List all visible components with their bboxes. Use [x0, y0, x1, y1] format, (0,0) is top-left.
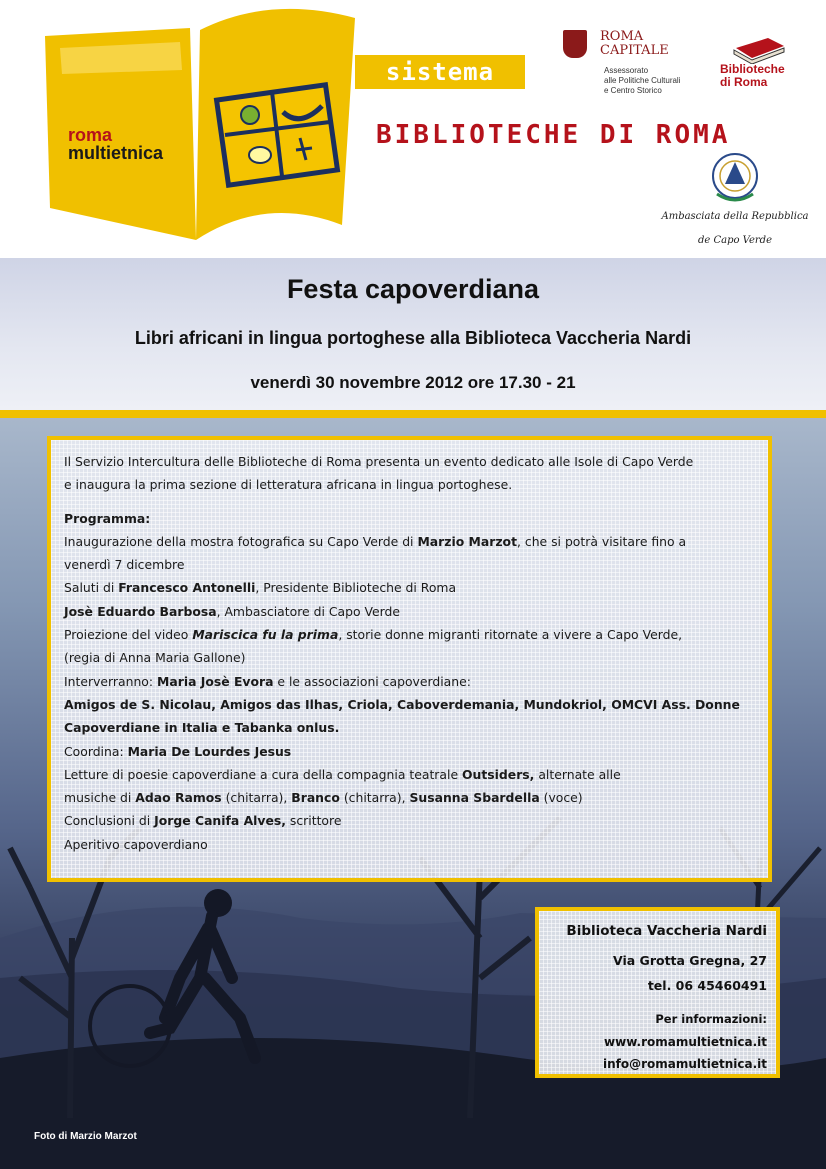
photo-credit: Foto di Marzio Marzot: [34, 1131, 137, 1142]
library-name: Biblioteca Vaccheria Nardi: [566, 923, 767, 939]
roma-capitale-line-2: CAPITALE: [600, 43, 669, 58]
programme-name: Susanna Sbardella: [409, 790, 540, 806]
programme-box: [47, 436, 772, 882]
assessorato-label: [604, 66, 680, 96]
programme-text-run: Coordina:: [64, 743, 128, 759]
library-address: Via Grotta Gregna, 27: [613, 953, 767, 968]
library-phone: tel. 06 45460491: [647, 978, 767, 993]
programme-heading: [64, 507, 758, 530]
programme-text-run: , che si potrà visitare fino a: [517, 533, 687, 549]
sistema-label: sistema: [355, 55, 525, 89]
multietnica-label: multietnica: [68, 143, 164, 163]
programme-text-run: (chitarra),: [221, 790, 292, 806]
ambasciata-line-1: Ambasciata della Repubblica: [661, 211, 809, 222]
programme-name: Josè Eduardo Barbosa: [64, 603, 217, 619]
event-date: venerdì 30 novembre 2012 ore 17.30 - 21: [250, 373, 576, 392]
roma-capitale-shield-icon: [563, 30, 587, 58]
library-info-box: [535, 907, 780, 1078]
programme-line: Aperitivo capoverdiano: [64, 836, 208, 852]
associations-list: Amigos de S. Nicolau, Amigos das Ilhas, Criola, Caboverdemania, Mundokriol, OMCVI Ass. Donne: [64, 696, 740, 712]
programme-line: [64, 763, 758, 786]
assessorato-line-1: Assessorato: [604, 66, 649, 75]
header: [0, 0, 826, 258]
roma-label: roma: [68, 125, 113, 145]
programme-name: Maria Josè Evora: [157, 673, 274, 689]
programme-text-run: , storie donne migranti ritornate a vivere a Capo Verde,: [338, 627, 683, 643]
programme-name: Marzio Marzot: [417, 533, 517, 549]
biblioteche-di-roma-logo: [720, 63, 785, 89]
assessorato-line-2: alle Politiche Culturali: [604, 76, 681, 85]
open-book-logo: [0, 0, 360, 258]
event-title: Festa capoverdiana: [286, 274, 540, 304]
biblioteche-book-icon: [728, 34, 788, 64]
biblioteche-logo-line-1: Biblioteche: [720, 62, 785, 76]
roma-capitale-label: [600, 30, 669, 58]
programme-line: [64, 809, 758, 832]
email-link[interactable]: info@romamultietnica.it: [602, 1057, 767, 1071]
roma-multietnica-logo: [68, 126, 163, 162]
assessorato-line-3: e Centro Storico: [604, 86, 662, 95]
programme-name: Jorge Canifa Alves,: [154, 813, 286, 829]
programme-name: Maria De Lourdes Jesus: [127, 743, 292, 759]
programme-name: Outsiders,: [462, 766, 535, 782]
per-informazioni-label: Per informazioni:: [655, 1012, 767, 1026]
programme-text-run: Proiezione del video: [64, 627, 193, 643]
roma-capitale-line-1: ROMA: [600, 29, 644, 44]
programme-line: venerdì 7 dicembre: [64, 557, 185, 573]
programme-name: Adao Ramos: [135, 790, 222, 806]
intro-line: e inaugura la prima sezione di letteratura africana in lingua portoghese.: [64, 477, 513, 493]
biblioteche-di-roma-title: BIBLIOTECHE DI ROMA: [376, 120, 731, 150]
programme-text-run: Saluti di: [64, 580, 119, 596]
programme-heading-text: Programma:: [64, 510, 151, 526]
programme-name: Branco: [291, 790, 340, 806]
intro-line: Il Servizio Intercultura delle Biblioteche di Roma presenta un evento dedicato alle Isole di Capo Verde: [64, 454, 694, 469]
programme-line: [64, 693, 758, 716]
programme-text-run: scrittore: [285, 813, 342, 829]
programme-text-run: Interverranno:: [64, 673, 158, 689]
programme-text-run: Inaugurazione della mostra fotografica su Capo Verde di: [64, 533, 418, 549]
programme-line: [64, 576, 758, 599]
programme-text-run: Conclusioni di: [64, 813, 155, 829]
programme-text-run: e le associazioni capoverdiane:: [273, 673, 471, 689]
ambasciata-line-2: de Capo Verde: [697, 235, 773, 246]
programme-text-run: musiche di: [64, 790, 136, 806]
programme-line: [64, 786, 758, 809]
programme-line: [64, 740, 758, 763]
event-subtitle: Libri africani in lingua portoghese alla Biblioteca Vaccheria Nardi: [134, 328, 692, 348]
biblioteche-logo-line-2: di Roma: [720, 75, 768, 89]
associations-list: Capoverdiane in Italia e Tabanka onlus.: [64, 720, 340, 736]
programme-text-run: Letture di poesie capoverdiane a cura della compagnia teatrale: [64, 766, 463, 782]
programme-text: [64, 450, 758, 856]
programme-line: [64, 600, 758, 623]
programme-text-run: (chitarra),: [339, 790, 410, 806]
programme-line: [64, 530, 758, 553]
programme-line: (regia di Anna Maria Gallone): [64, 650, 246, 666]
ambasciata-label: [650, 205, 820, 253]
video-title: Mariscica fu la prima: [192, 627, 339, 643]
programme-text-run: , Presidente Biblioteche di Roma: [255, 580, 457, 596]
programme-line: [64, 670, 758, 693]
programme-line: [64, 716, 758, 739]
programme-text-run: , Ambasciatore di Capo Verde: [216, 603, 400, 619]
cape-verde-emblem-icon: [703, 150, 767, 206]
programme-text-run: alternate alle: [534, 766, 621, 782]
title-band-border: [0, 410, 826, 418]
programme-name: Francesco Antonelli: [118, 580, 256, 596]
programme-line: [64, 623, 758, 646]
programme-text-run: (voce): [539, 790, 583, 806]
website-link[interactable]: www.romamultietnica.it: [604, 1035, 767, 1049]
